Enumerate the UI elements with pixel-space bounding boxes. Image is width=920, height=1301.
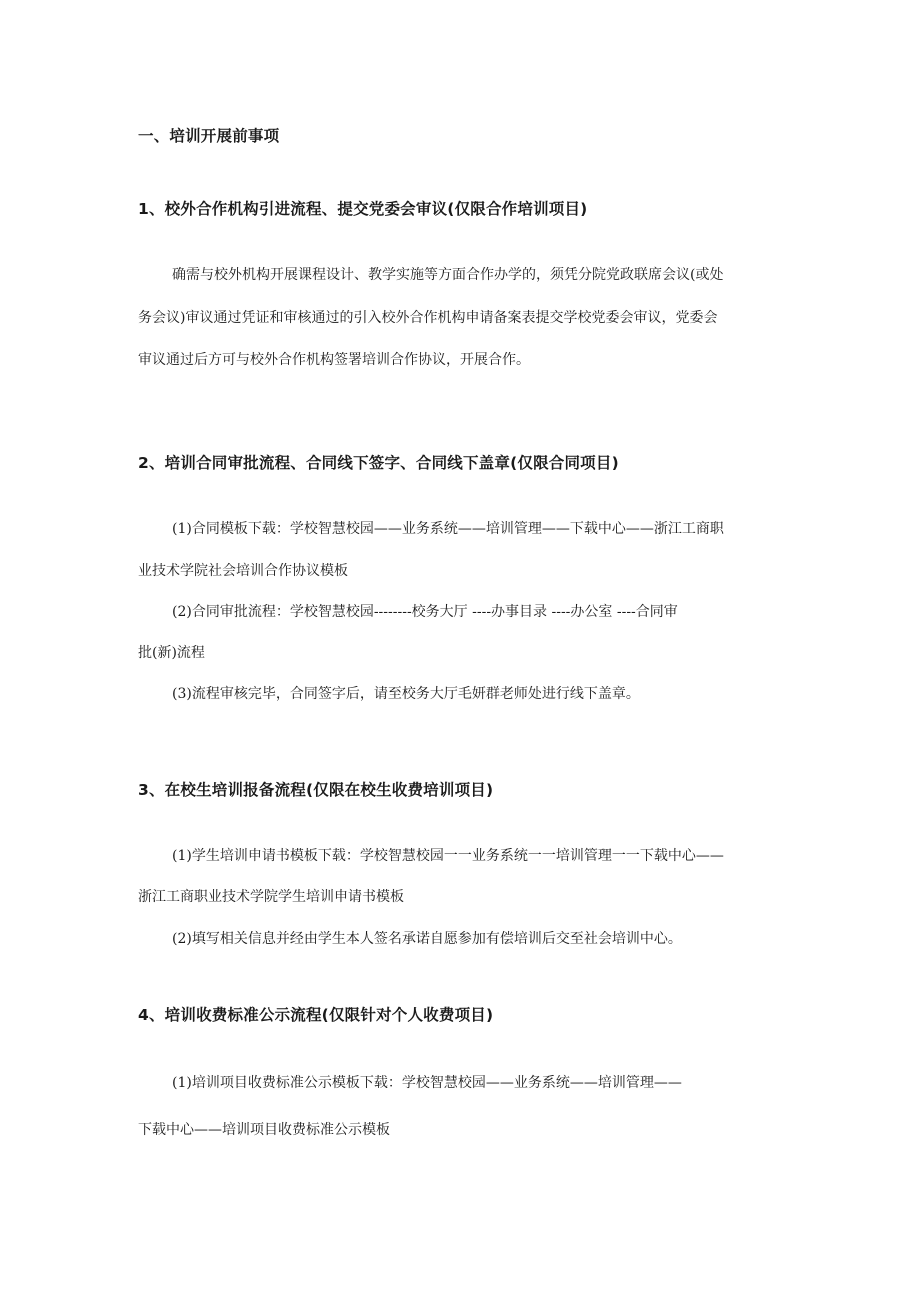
section-3-item-line: 浙江工商职业技术学院学生培训申请书模板 xyxy=(138,889,404,905)
section-3-title: 3、在校生培训报备流程(仅限在校生收费培训项目) xyxy=(138,781,494,799)
section-2-item-line: (1)合同模板下载：学校智慧校园——业务系统——培训管理——下载中心——浙江工商职 xyxy=(172,521,724,537)
section-4-item-line: 下载中心——培训项目收费标准公示模板 xyxy=(138,1122,390,1138)
section-2-title: 2、培训合同审批流程、合同线下签字、合同线下盖章(仅限合同项目) xyxy=(138,454,619,472)
section-1-body-line: 务会议)审议通过凭证和审核通过的引入校外合作机构申请备案表提交学校党委会审议，党委会 xyxy=(138,310,718,326)
section-1-title: 1、校外合作机构引进流程、提交党委会审议(仅限合作培训项目) xyxy=(138,200,588,218)
section-2-item-line: 业技术学院社会培训合作协议模板 xyxy=(138,563,348,579)
section-4-item-line: (1)培训项目收费标准公示模板下载：学校智慧校园——业务系统——培训管理—— xyxy=(172,1075,682,1091)
section-4-title: 4、培训收费标准公示流程(仅限针对个人收费项目) xyxy=(138,1006,494,1024)
section-2-item-line: (2)合同审批流程：学校智慧校园--------校务大厅 ----办事目录 ----办公室 ----合同审 xyxy=(172,604,678,620)
main-heading: 一、培训开展前事项 xyxy=(138,127,280,145)
section-3-item-line: (1)学生培训申请书模板下载：学校智慧校园一一业务系统一一培训管理一一下载中心—— xyxy=(172,848,724,864)
section-3-item-line: (2)填写相关信息并经由学生本人签名承诺自愿参加有偿培训后交至社会培训中心。 xyxy=(172,931,682,947)
section-2-item-line: 批(新)流程 xyxy=(138,645,205,661)
section-1-body-line: 确需与校外机构开展课程设计、教学实施等方面合作办学的，须凭分院党政联席会议(或处 xyxy=(172,267,724,283)
section-1-body-line: 审议通过后方可与校外合作机构签署培训合作协议，开展合作。 xyxy=(138,352,530,368)
section-2-item-line: (3)流程审核完毕，合同签字后，请至校务大厅毛妍群老师处进行线下盖章。 xyxy=(172,686,640,702)
